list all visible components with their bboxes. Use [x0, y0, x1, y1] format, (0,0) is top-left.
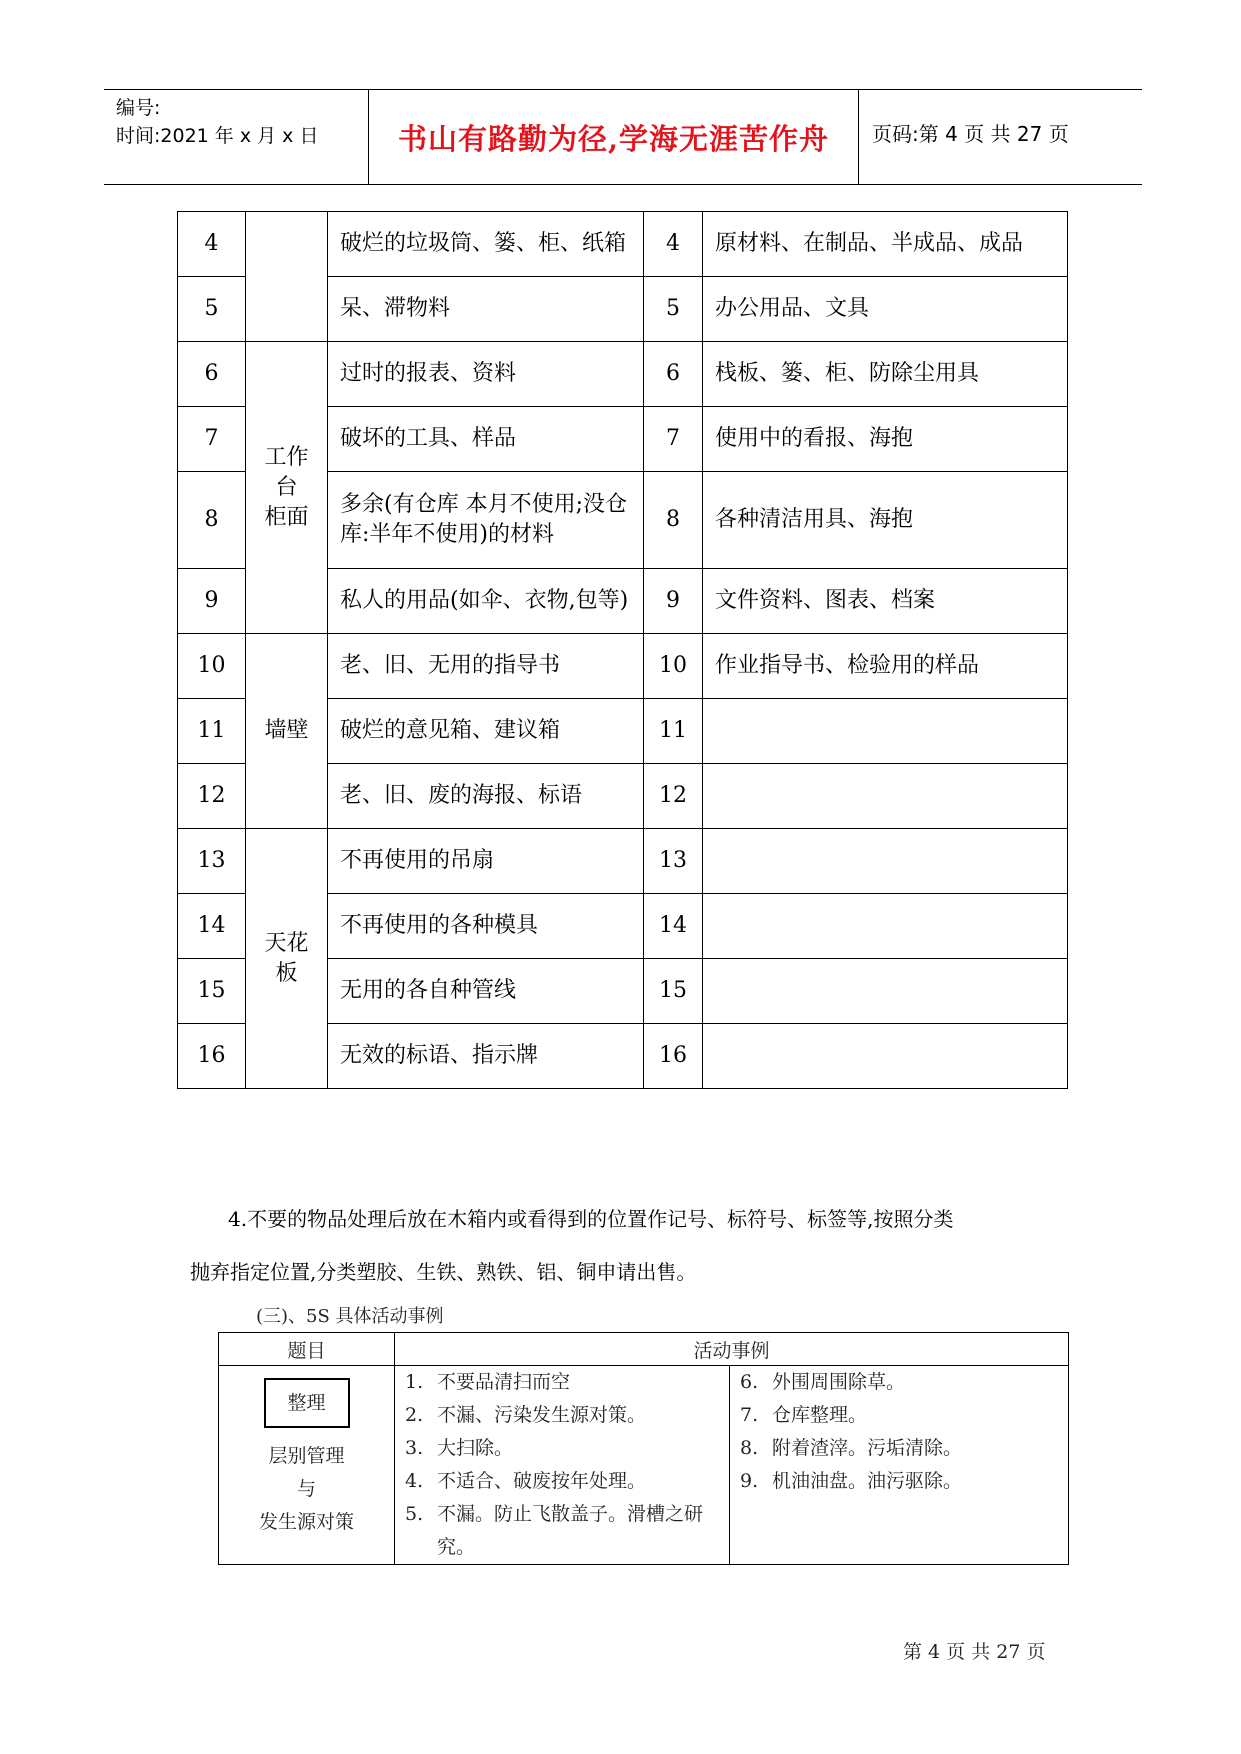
needed-item: 使用中的看报、海抱 — [703, 407, 1068, 472]
time-label: 时间:2021 年 x 月 x 日 — [116, 125, 319, 147]
table-row — [178, 342, 1068, 407]
needed-item: 原材料、在制品、半成品、成品 — [703, 212, 1068, 277]
item-number: 5. — [405, 1503, 424, 1525]
list-item — [405, 1366, 723, 1399]
activities-right — [730, 1366, 1069, 1565]
item-text: 机油油盘。油污驱除。 — [772, 1470, 963, 1492]
unneeded-item: 老、旧、废的海报、标语 — [328, 764, 644, 829]
list-item — [405, 1432, 723, 1465]
table-row — [178, 212, 1068, 277]
row-number: 5 — [178, 277, 246, 342]
row-number: 12 — [644, 764, 703, 829]
row-number: 11 — [644, 699, 703, 764]
row-number: 9 — [178, 569, 246, 634]
unneeded-item: 过时的报表、资料 — [328, 342, 644, 407]
topic-box: 整理 — [264, 1378, 350, 1428]
item-text: 附着渣滓。污垢清除。 — [772, 1437, 963, 1459]
list-item — [740, 1366, 1062, 1399]
row-number: 4 — [178, 212, 246, 277]
area-cell: 墙壁 — [246, 634, 328, 829]
row-number: 10 — [644, 634, 703, 699]
item-text: 不漏。防止飞散盖子。滑槽之研究。 — [437, 1503, 704, 1558]
paragraph-line: 抛弃指定位置,分类塑胶、生铁、熟铁、铝、铜申请出售。 — [190, 1260, 697, 1284]
item-text: 不要品清扫而空 — [437, 1371, 571, 1393]
needed-item: 各种清洁用具、海抱 — [703, 472, 1068, 569]
row-number: 11 — [178, 699, 246, 764]
table-row — [178, 634, 1068, 699]
unneeded-item: 呆、滞物料 — [328, 277, 644, 342]
number-label: 编号: — [116, 97, 161, 119]
unneeded-item: 破烂的意见箱、建议箱 — [328, 699, 644, 764]
list-item — [405, 1465, 723, 1498]
row-number: 12 — [178, 764, 246, 829]
row-number: 14 — [178, 894, 246, 959]
row-number: 10 — [178, 634, 246, 699]
item-number: 4. — [405, 1470, 424, 1492]
area-cell: 工作 台 柜面 — [246, 342, 328, 634]
page-header — [104, 89, 1142, 185]
item-text: 不漏、污染发生源对策。 — [437, 1404, 647, 1426]
unneeded-item: 私人的用品(如伞、衣物,包等) — [328, 569, 644, 634]
item-number: 1. — [405, 1371, 424, 1393]
unneeded-item: 破坏的工具、样品 — [328, 407, 644, 472]
row-number: 6 — [178, 342, 246, 407]
unneeded-item: 多余(有仓库 本月不使用;没仓库:半年不使用)的材料 — [328, 472, 644, 569]
row-number: 15 — [644, 959, 703, 1024]
item-number: 9. — [740, 1470, 759, 1492]
section-heading: (三)、5S 具体活动事例 — [256, 1306, 444, 1327]
list-item — [405, 1498, 723, 1564]
item-number: 8. — [740, 1437, 759, 1459]
items-table — [177, 211, 1068, 1089]
list-item — [740, 1432, 1062, 1465]
unneeded-item: 老、旧、无用的指导书 — [328, 634, 644, 699]
needed-item — [703, 894, 1068, 959]
table-row — [219, 1366, 1069, 1565]
row-number: 13 — [644, 829, 703, 894]
row-number: 13 — [178, 829, 246, 894]
row-number: 5 — [644, 277, 703, 342]
item-text: 外围周围除草。 — [772, 1371, 906, 1393]
unneeded-item: 不再使用的吊扇 — [328, 829, 644, 894]
unneeded-item: 不再使用的各种模具 — [328, 894, 644, 959]
row-number: 7 — [644, 407, 703, 472]
five-s-table — [218, 1332, 1069, 1565]
item-number: 6. — [740, 1371, 759, 1393]
item-number: 7. — [740, 1404, 759, 1426]
needed-item: 栈板、篓、柜、防除尘用具 — [703, 342, 1068, 407]
topic-line: 发生源对策 — [258, 1511, 354, 1533]
needed-item — [703, 959, 1068, 1024]
item-text: 仓库整理。 — [772, 1404, 868, 1426]
needed-item — [703, 829, 1068, 894]
column-header-topic: 题目 — [219, 1333, 395, 1366]
header-motto: 书山有路勤为径,学海无涯苦作舟 — [397, 121, 830, 156]
row-number: 7 — [178, 407, 246, 472]
page-footer: 第 4 页 共 27 页 — [903, 1641, 1046, 1663]
row-number: 16 — [644, 1024, 703, 1089]
area-cell — [246, 212, 328, 342]
table-row — [178, 829, 1068, 894]
item-number: 3. — [405, 1437, 424, 1459]
list-item — [740, 1399, 1062, 1432]
item-text: 不适合、破废按年处理。 — [437, 1470, 647, 1492]
header-divider — [858, 90, 859, 184]
paragraph-line: 4.不要的物品处理后放在木箱内或看得到的位置作记号、标符号、标签等,按照分类 — [228, 1207, 954, 1231]
unneeded-item: 破烂的垃圾筒、篓、柜、纸箱 — [328, 212, 644, 277]
needed-item: 办公用品、文具 — [703, 277, 1068, 342]
table-header-row — [219, 1333, 1069, 1366]
topic-line: 与 — [296, 1478, 316, 1500]
row-number: 6 — [644, 342, 703, 407]
unneeded-item: 无用的各自种管线 — [328, 959, 644, 1024]
header-meta — [116, 94, 366, 150]
row-number: 9 — [644, 569, 703, 634]
item-text: 大扫除。 — [437, 1437, 514, 1459]
needed-item: 文件资料、图表、档案 — [703, 569, 1068, 634]
needed-item — [703, 699, 1068, 764]
column-header-activity: 活动事例 — [395, 1333, 1069, 1366]
list-item — [405, 1399, 723, 1432]
row-number: 16 — [178, 1024, 246, 1089]
item-number: 2. — [405, 1404, 424, 1426]
row-number: 8 — [644, 472, 703, 569]
area-cell: 天花 板 — [246, 829, 328, 1089]
needed-item — [703, 1024, 1068, 1089]
row-number: 4 — [644, 212, 703, 277]
activities-left — [395, 1366, 730, 1565]
needed-item: 作业指导书、检验用的样品 — [703, 634, 1068, 699]
row-number: 15 — [178, 959, 246, 1024]
row-number: 14 — [644, 894, 703, 959]
header-page-label: 页码:第 4 页 共 27 页 — [872, 122, 1069, 146]
unneeded-item: 无效的标语、指示牌 — [328, 1024, 644, 1089]
row-number: 8 — [178, 472, 246, 569]
list-item — [740, 1465, 1062, 1498]
topic-cell — [219, 1366, 395, 1565]
topic-line: 层别管理 — [268, 1445, 345, 1467]
needed-item — [703, 764, 1068, 829]
